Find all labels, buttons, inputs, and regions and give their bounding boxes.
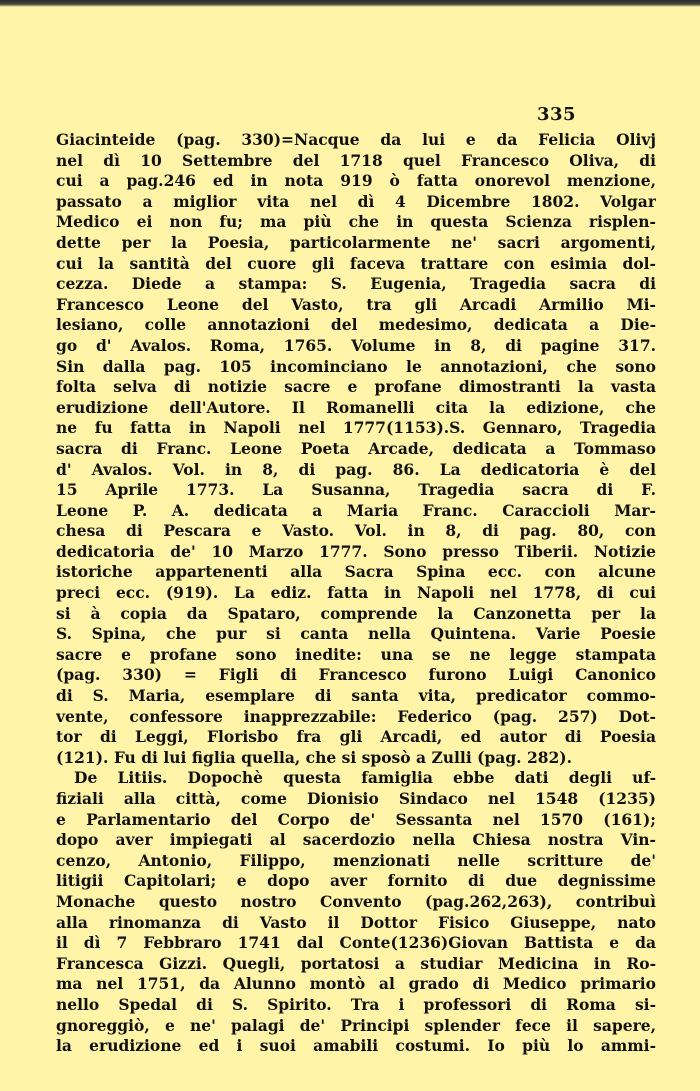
text-line: d' Avalos. Vol. in 8, di pag. 86. La dedicatoria è del [56, 459, 656, 479]
text-line: lesiano, colle annotazioni del medesimo, dedicata a Die- [56, 315, 656, 335]
text-line: la erudizione ed i suoi amabili costumi. Io più lo ammi- [56, 1036, 656, 1056]
text-line: (121). Fu di lui figlia quella, che si sposò a Zulli (pag. 282). [56, 747, 573, 767]
text-line: e Parlamentario del Corpo de' Sessanta nel 1570 (161); [56, 809, 656, 829]
text-line: preci ecc. (919). La ediz. fatta in Napoli nel 1778, di cui [56, 583, 656, 603]
top-edge-rule [0, 0, 700, 7]
text-line: 15 Aprile 1773. La Susanna, Tragedia sacra di F. [56, 480, 656, 500]
text-line: De Litiis. Dopochè questa famiglia ebbe dati degli uf- [74, 768, 656, 788]
text-line: cenzo, Antonio, Filippo, menzionati nelle scritture de' [56, 850, 656, 870]
text-line: Francesca Gizzi. Quegli, portatosi a studiar Medicina in Ro- [56, 953, 656, 973]
text-line: tor di Leggi, Florisbo fra gli Arcadi, ed autor di Poesia [56, 727, 656, 747]
text-line: chesa di Pescara e Vasto. Vol. in 8, di pag. 80, con [56, 521, 656, 541]
text-line: sacre e profane sono inedite: una se ne legge stampata [56, 644, 656, 664]
text-line: sacra di Franc. Leone Poeta Arcade, dedicata a Tommaso [56, 438, 656, 458]
text-line: go d' Avalos. Roma, 1765. Volume in 8, di pagine 317. [56, 335, 656, 355]
body-text [56, 130, 656, 1057]
text-line: ne fu fatta in Napoli nel 1777(1153).S. Gennaro, Tragedia [56, 418, 656, 438]
text-line: Leone P. A. dedicata a Maria Franc. Caraccioli Mar- [56, 500, 656, 520]
text-line: ma nel 1751, da Alunno montò al grado di Medico primario [56, 974, 656, 994]
text-line: passato a miglior vita nel dì 4 Dicembre 1802. Volgar [56, 191, 656, 211]
text-line: Giacinteide (pag. 330)=Nacque da lui e da Felicia Olivj [56, 130, 656, 149]
text-line: S. Spina, che pur si canta nella Quintena. Varie Poesie [56, 624, 656, 644]
page-number: 335 [537, 104, 577, 125]
text-line: fiziali alla città, come Dionisio Sindaco nel 1548 (1235) [56, 789, 656, 808]
text-line: Sin dalla pag. 105 incominciano le annotazioni, che sono [56, 356, 656, 376]
text-line: Francesco Leone del Vasto, tra gli Arcadi Armilio Mi- [56, 294, 656, 314]
text-line: vente, confessore inapprezzabile: Federico (pag. 257) Dot- [56, 706, 656, 726]
text-line: cezza. Diede a stampa: S. Eugenia, Tragedia sacra di [56, 274, 656, 294]
text-line: litigii Capitolari; e dopo aver fornito di due degnissime [56, 871, 656, 891]
text-line: istoriche appartenenti alla Sacra Spina ecc. con alcune [56, 562, 656, 582]
text-line: dopo aver impiegati al sacerdozio nella Chiesa nostra Vin- [56, 830, 656, 850]
text-line: folta selva di notizie sacre e profane dimostranti la vasta [56, 377, 656, 397]
text-line: erudizione dell'Autore. Il Romanelli cita la edizione, che [56, 397, 656, 417]
text-line: si à copia da Spataro, comprende la Canzonetta per la [56, 603, 656, 623]
text-line: alla rinomanza di Vasto il Dottor Fisico Giuseppe, nato [56, 912, 656, 932]
text-line: di S. Maria, esemplare di santa vita, predicator commo- [56, 686, 656, 706]
text-line: dette per la Poesia, particolarmente ne' sacri argomenti, [56, 232, 656, 252]
text-line: cui a pag.246 ed in nota 919 ò fatta onorevol menzione, [56, 171, 656, 191]
text-line: il dì 7 Febbraro 1741 dal Conte(1236)Giovan Battista e da [56, 933, 656, 953]
text-line: dedicatoria de' 10 Marzo 1777. Sono presso Tiberii. Notizie [56, 541, 656, 561]
text-line: nello Spedal di S. Spirito. Tra i professori di Roma si- [56, 994, 656, 1014]
text-line: Medico ei non fu; ma più che in questa Scienza risplen- [56, 212, 656, 232]
text-line: cui la santità del cuore gli faceva trattare con esimia dol- [56, 253, 656, 273]
text-line: nel dì 10 Settembre del 1718 quel Francesco Oliva, di [56, 150, 656, 170]
text-line: Monache questo nostro Convento (pag.262,263), contribuì [56, 891, 656, 911]
text-line: gnoreggiò, e ne' palagi de' Principi splender fece il sapere, [56, 1015, 656, 1035]
text-line: (pag. 330) = Figli di Francesco furono Luigi Canonico [56, 665, 656, 685]
